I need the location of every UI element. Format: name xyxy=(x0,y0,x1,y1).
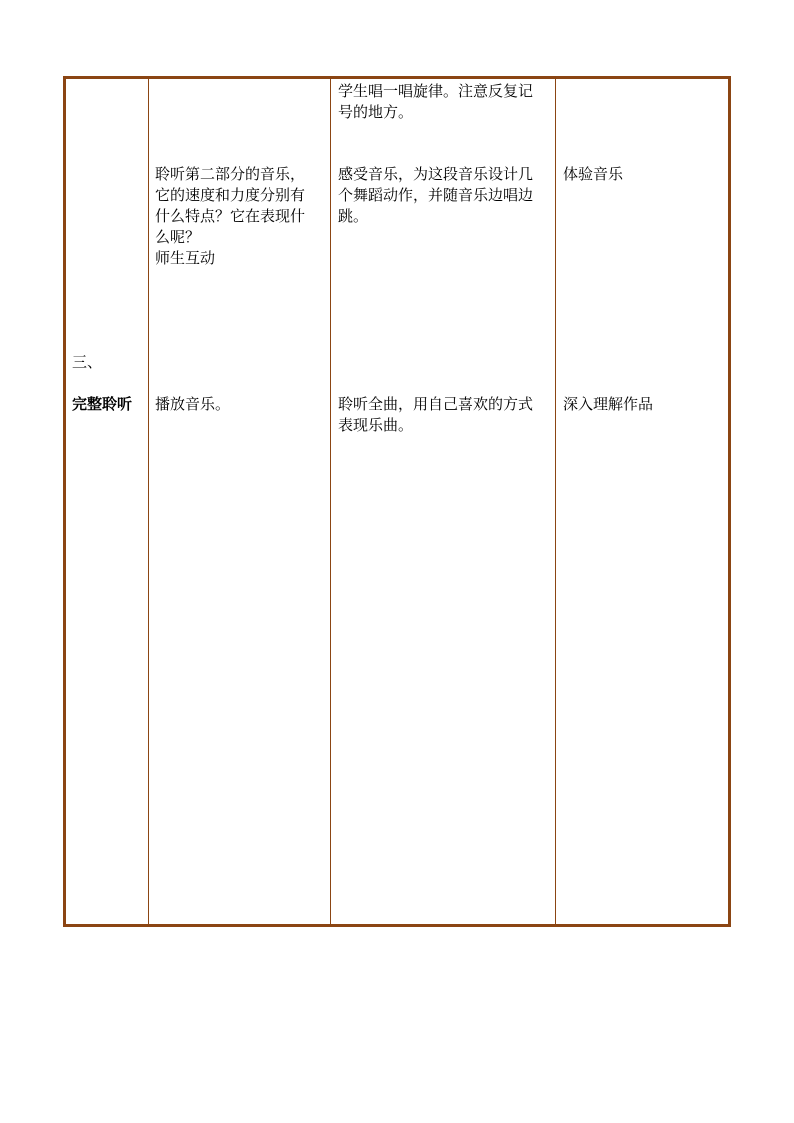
student-activity-sing-melody: 学生唱一唱旋律。注意反复记 号的地方。 xyxy=(338,82,534,121)
lesson-table xyxy=(63,76,731,927)
teacher-activity-play-music: 播放音乐。 xyxy=(155,395,231,413)
column-divider-3 xyxy=(555,79,556,924)
section-number: 三、 xyxy=(72,353,103,371)
column-divider-2 xyxy=(330,79,331,924)
student-activity-listen-whole-piece: 聆听全曲，用自己喜欢的方式 表现乐曲。 xyxy=(338,395,534,434)
purpose-experience-music: 体验音乐 xyxy=(563,165,624,183)
student-activity-design-dance: 感受音乐，为这段音乐设计几 个舞蹈动作，并随音乐边唱边 跳。 xyxy=(338,165,534,225)
teacher-activity-listen-part-two: 聆听第二部分的音乐， 它的速度和力度分别有 什么特点？它在表现什 么呢？ 师生互动 xyxy=(155,165,306,267)
column-divider-1 xyxy=(148,79,149,924)
purpose-understand-work: 深入理解作品 xyxy=(563,395,654,413)
section-title: 完整聆听 xyxy=(72,395,133,413)
